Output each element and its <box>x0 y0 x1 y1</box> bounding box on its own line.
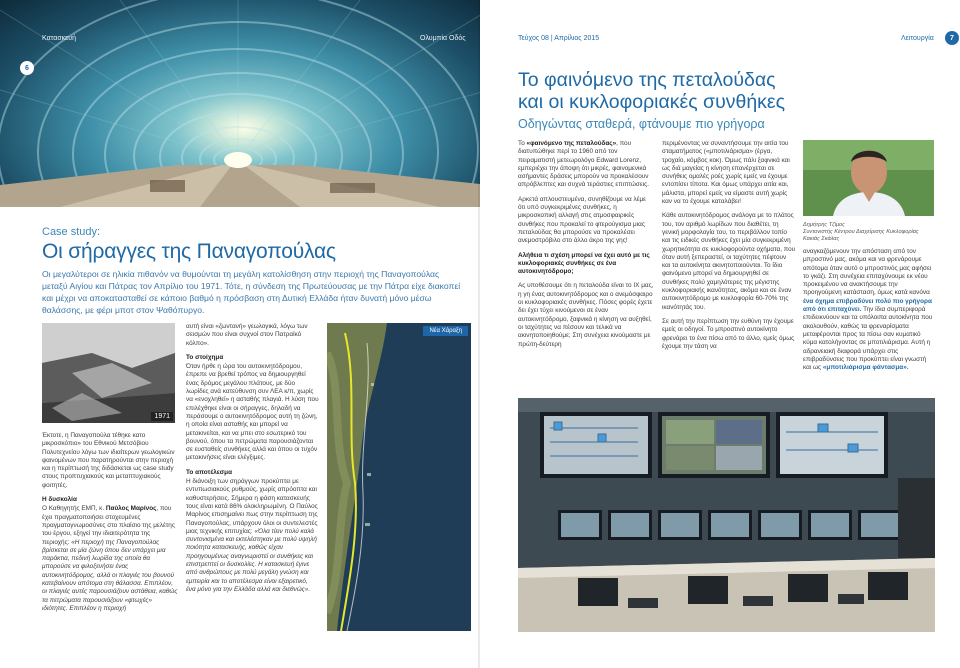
paragraph-text: Ο Καθηγητής ΕΜΠ, κ. <box>42 505 106 513</box>
new-route-label: Νέα Χάραξη <box>423 326 468 336</box>
case-study-intro: Οι μεγαλύτεροι σε ηλικία πιθανόν να θυμούνται τη μεγάλη κατολίσθηση στην περιοχή της Παναγοπούλας μεταξύ Αιγίου και Πάτρας τον Απρίλιο του 1971. Τότε, η σύνδεση της Πρωτεύουσας με την Πάτρα είχε διακοπεί και μέχρι να αποκατασταθεί σε κάποιο βαθμό η πρόσβαση στη Δυτική Ελλάδα ήταν δυνατή μόνο μέσω θαλάσσης, με φέρι μποτ στον Ψαθόπυργο. <box>42 269 461 315</box>
paragraph: αυτή είναι «ζωντανή» γεωλογικά, λόγω των σεισμών που είναι συχνοί στον Πατραϊκό κόλπο». <box>186 323 308 347</box>
right-header <box>518 30 938 46</box>
right-column-2 <box>662 140 796 357</box>
paragraph: Σε αυτή την περίπτωση την ευθύνη την έχουμε εμείς οι οδηγοί. Το μπροστινό αυτοκίνητο φρενάρει το ένα πίσω από το άλλο, εμείς όμως έχουμε την τάση να <box>662 317 795 350</box>
subheading-bet: Το στοίχημα <box>186 353 224 361</box>
highlight-text: ένα όχημα επιβραδύνει πολύ πιο γρήγορα από ότι επιταχύνει. <box>803 297 932 314</box>
brand-label: Ολυμπία Οδός <box>420 34 466 42</box>
paragraph-text: αναγκαζόμενουν την απόσταση από τον μπροστινό μας, ακόμα και να φρενάρουμε απότομα όταν αυτό ο μπροστινός μας αφήσει το γκάζι. Στη συνέχεια επιταχύνουμε εκ νέου προκειμένου να ανακτήσουμε την προηγούμενη κατάσταση, όμως κατά κανόνα <box>803 248 932 297</box>
article-title-line2: και οι κυκλοφοριακές συνθήκες <box>518 91 786 113</box>
left-column-1 <box>42 432 178 619</box>
paragraph-text: , που διατυπώθηκε περί το 1960 από τον πειραματιστή μετεωρολόγο Edward Lorenz, εμπεριέχει την άποψη ότι μικρές, φαινομενικά ασήμαντες δράσεις μπορούν να προκαλέσουν απρόβλεπτες και συχνά τεράστιες επιπτώσεις. <box>518 140 649 189</box>
satellite-route-map <box>327 323 471 631</box>
butterfly-effect-term: «φαινόμενο της πεταλούδας» <box>526 140 617 147</box>
paragraph: Αρκετά απλουστευμένα, συνηθίζουμε να λέμε ότι υπό συγκεκριμένες συνθήκες, η μικροσκοπική αλλαγή στις ατμοσφαιρικές συνθήκες που προκαλεί το φτερούγισμα μιας πεταλούδας θα μπορούσε να προκαλέσει ανεμοστρόβιλο στο άλλο άκρο της γης! <box>518 195 647 245</box>
article-title <box>518 69 918 113</box>
case-study-title: Οι σήραγγες της Παναγοπούλας <box>42 240 336 263</box>
paragraph: Όταν ήρθε η ώρα του αυτοκινητόδρομου, έπρεπε να βρεθεί τρόπος να δημιουργηθεί ένας δρόμος μεγάλου πλάτους, με δύο λωρίδες ανά κατεύθυνση συν ΛΕΑ κ/π, χωρίς να «ενοχληθεί» η ασταθής πλαγιά. Η λύση που επιλέχθηκε είναι οι σήραγγες, δηλαδή να περάσουμε ο αυτοκινητόδρομος αυτή τη ζώνη, η οποία είναι ασταθής και μπορεί να μετακινείται, και να μπει στο εσωτερικό του βουνού, όπου τα πετρώματα παρουσιάζονται σε ευσταθείς συνθήκες αλλά και όπου οι τυχόν μετακινήσεις είναι ελέγξιμες. <box>186 363 319 462</box>
paragraph-text: Η διάνοιξη των σηράγγων προκύπτει με εντυπωσιακούς ρυθμούς, χωρίς απρόοπτα και καθυστερήσεις. Σήμερα η φάση κατασκευής τους είναι κατά 86% ολοκληρωμένη. Ο Παύλος Μαρίνος επισημαίνει πως στην περίπτωση της Παναγοπούλας, υπάρχουν όλοι οι συντελεστές μιας τεχνικής επιτυχίας: <box>186 478 318 535</box>
subheading-result: Το αποτέλεσμα <box>186 468 233 476</box>
page-number-left: 6 <box>20 61 34 75</box>
traffic-control-room-photo <box>518 398 935 632</box>
paragraph: Ας υποθέσουμε ότι η πεταλούδα είναι το ΙΧ μας, η γη ένας αυτοκινητόδρομος και ο ανεμόσφαιρο οι κυκλοφοριακές συνθήκες. Πόσες φορές έχετε δει έχει τύχει κινούμενοι σε έναν αυτοκινητόδρομο, ξαφνικά η κίνηση να αυξηθεί, οι ταχύτητες να πέσουν και τελικά να ακινητοποιηθούμε; Στη συνέχεια κινούμαστε με πρώτη-δεύτερη <box>518 282 654 348</box>
paragraph: Έκτοτε, η Παναγοπούλα τέθηκε κατο μικροσκόπιο» του Εθνικού Μετσόβιου Πολυτεχνείου λόγω των ιδιαίτερων γεωλογικών φαινομένων που παρατηρούνται στην περιοχή και η περίπτωσή της διδάσκεται ως case study στους προπτυχιακούς και μεταπτυχιακούς φοιτητές. <box>42 432 175 489</box>
issue-label: Τεύχος 08 | Απρίλιος 2015 <box>518 34 600 42</box>
page-number-right: 7 <box>945 31 959 45</box>
quote-text: «Όλα τίειν πολύ καλά συντονισμένα και εκτελέστηκαν με πολύ υψηλή ποιότητα κατασκευής, καθώς είχαν προηγουμένως αναγνωριστεί οι συνθήκες και επιστρεπτεί οι δυσκολίες. Η κατασκευή έγινε από ανθρώπους με πολύ μεγάλη γνώση και εμπειρία και το αποτέλεσμα είναι εξαιρετικό, ένα μόνο για την Ελλάδα αλλά και διεθνώς». <box>186 527 317 593</box>
article-subtitle: Οδηγώντας σταθερά, φτάνουμε πιο γρήγορα <box>518 117 765 131</box>
quote-text: «Η περιοχή της Παναγοπούλας βρίσκεται σε μία ζώνη όπου δεν υπάρχει μια παράκτια, πεδινή λωρίδα της οποία θα μπορούσε να φιλοξενήσει ένας αυτοκινητόδρομος, αλλά οι πλαγιές του βουνού κατεβαίνουν απότομα στη θάλασσα. Επιπλέον, οι πλαγιές αυτές παρουσιάζουν αστάθεια, καθώς τα πετρώματα παρουσιάζουν «φτωχές» ιδιότητες. Επιπλέον η περιοχή <box>42 538 178 612</box>
case-study-label: Case study: <box>42 226 101 238</box>
question-heading: Αλήθεια τι σχέση μπορεί να έχει αυτό με τις κυκλοφοριακές συνθήκες σε ένα αυτοκινητόδρομο; <box>518 251 650 276</box>
section-label-left: Κατασκευή <box>42 34 77 42</box>
caption-role: Συντονιστής Κέντρου Διαχείρισης Κυκλοφορίας Κακιάς Σκάλας <box>803 229 919 242</box>
right-column-1 <box>518 140 654 355</box>
paragraph-text: Το <box>518 140 527 147</box>
paragraph: περιμένοντας να συναντήσουμε την αιτία του σταματήματος («μποτιλιάρισμα» (έργα, τροχαίο, κόμβος κοκ). Όμως πάλι ξαφνικά και ως διά μαγείας η κίνηση επανέρχεται σε συνήθεις ομαλές ροές χωρίς εμείς να έχουμε εντοπίσει τίποτα. Και όμως υπάρχει αιτία και, μάλιστα, μπορεί εμείς να είμαστε αυτή χωρίς καν να το έχουμε καταλάβει! <box>662 140 790 206</box>
portrait-photo <box>803 140 934 216</box>
article-title-line1: Το φαινόμενο της πεταλούδας <box>518 69 776 91</box>
subheading-difficulty: Η δυσκολία <box>42 496 77 504</box>
section-label-right: Λειτουργία <box>901 34 934 42</box>
portrait-caption <box>803 222 934 243</box>
caption-name: Δημήτρης Τζίμος <box>803 222 845 228</box>
landslide-1971-photo <box>42 323 175 423</box>
paragraph-text: Την ίδια συμπεριφορά επιδεικνύουν και τα υπόλοιπα αυτοκίνητα που ακολουθούν, καθώς τα φρεναρίσματα μεταφέρονται προς τα πίσω σαν κυματικό κύμα κατολήγοντας σε μποτιλιάρισμα. Αυτή η αδρανειακή διαφορά υπάρχει στις επιβραδύνσεις που προκύπτει είναι γνωστή και ως <box>803 306 933 372</box>
phantom-jam-term: «μποτιλιάρισμα φάντασμα». <box>822 364 909 372</box>
photo-year-badge: 1971 <box>151 412 173 421</box>
paragraph: Κάθε αυτοκινητόδρομος ανάλογα με το πλάτος του, τον αριθμό λωρίδων που διαθέτει, τη γενική μορφολογία του, το περιβάλλον τοπίο και τις ειδικές συνθήκες έχει μία συγκεκριμένη χωρητικότητα σε κυκλοφορούντα οχήματα, που όταν αυτή ξεπεραστεί, οι ταχύτητες πέφτουν και τα αυτοκίνητα ακινητοποιούνται. Το ίδιο φαινόμενο μπορεί να δημιουργηθεί σε συνθήκες πολύ χαμηλότερες της μέγιστης κυκλοφοριακής ικανότητας, ακόμα και σε έναν αυτοκινητόδρομο με κυκλοφορία 60-70% της ικανότητάς του. <box>662 212 796 311</box>
right-column-3 <box>803 248 936 378</box>
paragraph-text: , που έχει πραγματοποιήσει στοχευμένες πραγματογνωμοσύνες στο πλαίσιο της μελέτης του έργου, εξηγεί την ιδιαιτερότητα της περιοχής: <box>42 505 175 546</box>
professor-name: Παύλος Μαρίνος <box>105 505 157 513</box>
left-column-2 <box>186 323 319 600</box>
left-header <box>0 30 480 72</box>
